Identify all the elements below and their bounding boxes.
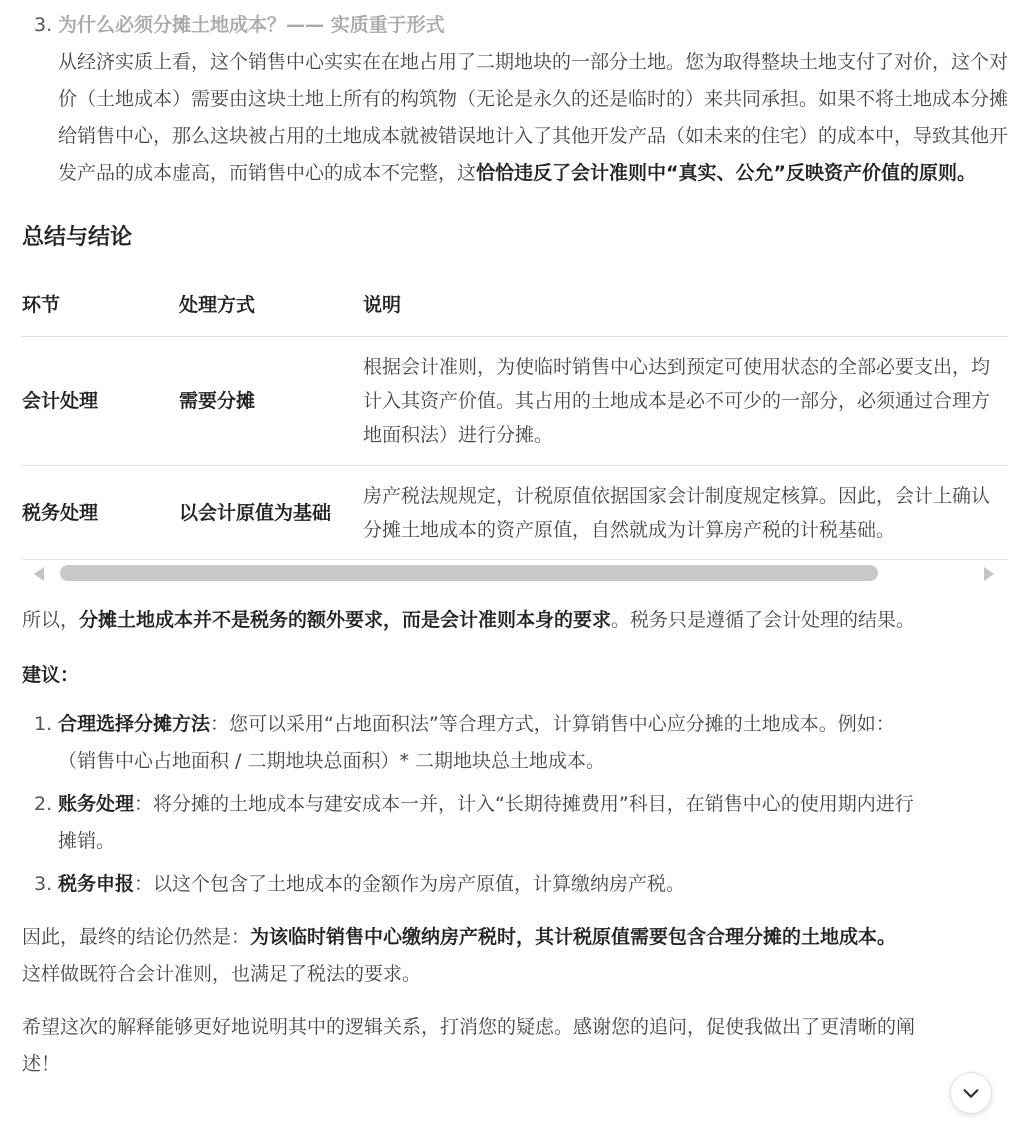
note-line: 计入其资产价值。其占用的土地成本是必不可少的一部分，必须通过合理方 [363, 390, 991, 412]
advice-item-title: 税务申报 [58, 873, 135, 895]
table-cell-stage: 会计处理 [22, 390, 99, 412]
list-number: 2. [34, 793, 53, 815]
scroll-to-bottom-button[interactable] [950, 1072, 992, 1114]
closing-line: 希望这次的解释能够更好地说明其中的逻辑关系，打消您的疑虑。感谢您的追问，促使我做出了更清晰的阐 [22, 1016, 916, 1038]
summary-emphasis: 分摊土地成本并不是税务的额外要求，而是会计准则本身的要求 [79, 609, 612, 631]
table-row [22, 337, 1008, 466]
table-cell-note [363, 337, 1008, 466]
advice-item-text: 摊销。 [58, 830, 116, 852]
triangle-left-icon[interactable] [34, 567, 44, 581]
chat-message-content [22, 0, 1012, 1083]
section-3-item [22, 7, 1012, 192]
advice-item-text: ：将分摊的土地成本与建安成本一并，计入“长期待摊费用”科目，在销售中心的使用期内进行 [134, 793, 914, 815]
table-cell-method: 需要分摊 [179, 390, 256, 412]
summary-prefix: 所以， [22, 609, 80, 631]
table-header-row [22, 270, 1008, 337]
note-line: 根据会计准则，为使临时销售中心达到预定可使用状态的全部必要支出，均 [363, 356, 991, 378]
list-item [22, 706, 1012, 780]
list-number: 3. [34, 873, 53, 895]
section-3-body-text: 从经济实质上看，这个销售中心实实在在地占用了二期地块的一部分土地。您为取得整块土地支付了对价，这个对价（土地成本）需要由这块土地上所有的构筑物（无论是永久的还是临时的）来共同承担。如果不将土地成本分摊给销售中心，那么这块被占用的土地成本就被错误地计入了其他开发产品（如未来的住宅）的成本中，导致其他开发产品的成本虚高，而销售中心的成本不完整，这 [58, 51, 1009, 184]
closing-paragraph [22, 1009, 1012, 1083]
table-header-method: 处理方式 [179, 293, 256, 316]
note-line: 房产税法规规定，计税原值依据国家会计制度规定核算。因此，会计上确认 [363, 484, 991, 507]
advice-list [22, 706, 1012, 903]
table-cell-method: 以会计原值为基础 [179, 501, 332, 524]
conclusion-emphasis: 为该临时销售中心缴纳房产税时，其计税原值需要包含合理分摊的土地成本。 [250, 926, 897, 948]
table-row [22, 466, 1008, 560]
advice-item-text: ：以这个包含了土地成本的金额作为房产原值，计算缴纳房产税。 [134, 873, 686, 895]
scrollbar-thumb[interactable] [60, 565, 878, 581]
advice-item-text: ：您可以采用“占地面积法”等合理方式，计算销售中心应分摊的土地成本。例如： [210, 713, 895, 735]
list-number: 1. [34, 713, 53, 735]
advice-item-title: 账务处理 [58, 793, 135, 815]
section-3-body-emphasis: 恰恰违反了会计准则中“真实、公允”反映资产价值的原则。 [476, 162, 976, 184]
table-cell-note [363, 466, 1008, 560]
list-number: 3. [34, 14, 53, 36]
note-line: 地面积法）进行分摊。 [363, 424, 554, 446]
table-header-stage: 环节 [22, 293, 61, 316]
advice-item-title: 合理选择分摊方法 [58, 713, 211, 735]
table-cell-stage: 税务处理 [22, 501, 99, 524]
advice-label: 建议： [22, 664, 80, 686]
conclusion-prefix: 因此，最终的结论仍然是： [22, 926, 251, 948]
summary-table-container[interactable] [22, 270, 1008, 560]
closing-line: 述！ [22, 1053, 61, 1075]
table-header-note: 说明 [363, 293, 402, 316]
list-item [22, 866, 1012, 903]
chevron-down-icon [960, 1082, 982, 1104]
summary-table [22, 270, 1008, 560]
summary-paragraph [22, 602, 1012, 639]
summary-suffix: 。税务只是遵循了会计处理的结果。 [611, 609, 916, 631]
advice-item-text: （销售中心占地面积 / 二期地块总面积）* 二期地块总土地成本。 [58, 750, 606, 772]
table-horizontal-scrollbar[interactable] [22, 560, 1008, 586]
summary-heading: 总结与结论 [22, 225, 133, 250]
list-item [22, 786, 1012, 860]
note-line: 分摊土地成本的资产原值，自然就成为计算房产税的计税基础。 [363, 518, 896, 541]
triangle-right-icon[interactable] [984, 567, 994, 581]
conclusion-paragraph [22, 919, 1012, 993]
section-3-body [58, 44, 1012, 192]
section-3-title: 为什么必须分摊土地成本？—— 实质重于形式 [58, 14, 445, 36]
conclusion-line: 这样做既符合会计准则，也满足了税法的要求。 [22, 963, 422, 985]
